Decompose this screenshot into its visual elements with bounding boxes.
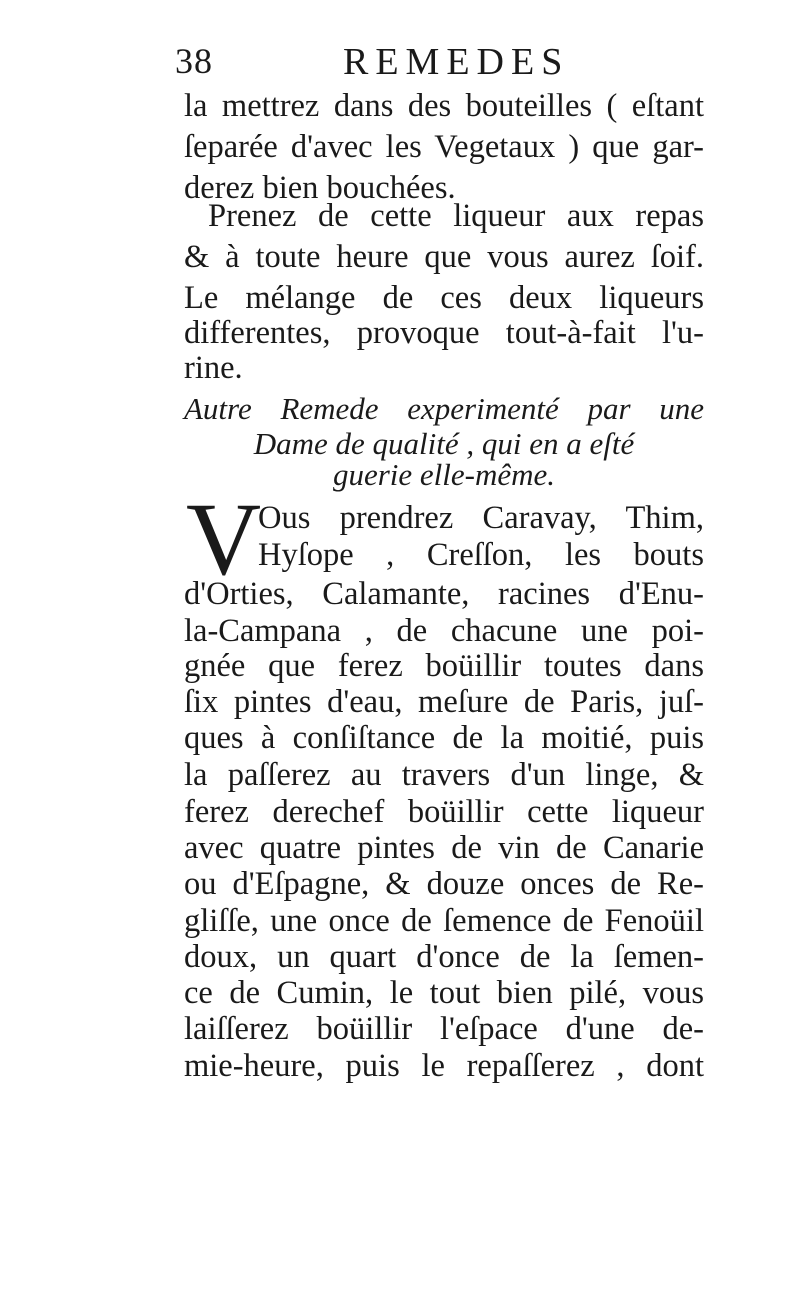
section-heading-line: Dame de qualité , qui en a eſté	[253, 426, 635, 461]
text-line: rine.	[184, 350, 243, 386]
text-line: d'Orties, Calamante, racines d'Enu-	[184, 576, 704, 612]
running-title: REMEDES	[343, 41, 570, 83]
text-line: ques à conſiſtance de la moitié, puis	[184, 720, 704, 756]
text-line: mie-heure, puis le repaſſerez , dont	[184, 1048, 704, 1084]
section-heading-line: Autre Remede experimenté par une	[184, 391, 704, 426]
text-line: doux, un quart d'once de la ſemen-	[184, 939, 704, 975]
text-line: avec quatre pintes de vin de Canarie	[184, 830, 704, 866]
text-line: Le mélange de ces deux liqueurs	[184, 280, 704, 316]
text-line: la mettrez dans des bouteilles ( eſtant	[184, 88, 704, 124]
text-line: ce de Cumin, le tout bien pilé, vous	[184, 975, 704, 1011]
text-line: gliſſe, une once de ſemence de Fenoüil	[184, 903, 704, 939]
drop-cap: V	[186, 482, 262, 597]
text-line: differentes, provoque tout-à-fait l'u-	[184, 315, 704, 351]
page-number: 38	[175, 41, 213, 81]
text-line: la-Campana , de chacune une poi-	[184, 613, 704, 649]
text-line: & à toute heure que vous aurez ſoif.	[184, 239, 704, 275]
text-line: Prenez de cette liqueur aux repas	[208, 198, 704, 234]
text-line: gnée que ferez boüillir toutes dans	[184, 648, 704, 684]
text-line: derez bien bouchées.	[184, 170, 456, 206]
text-line: laiſſerez boüillir l'eſpace d'une de-	[184, 1011, 704, 1047]
page-header	[175, 40, 715, 90]
text-line: la paſſerez au travers d'un linge, &	[184, 757, 704, 793]
text-line: ſeparée d'avec les Vegetaux ) que gar-	[184, 129, 704, 165]
text-line: Hyſope , Creſſon, les bouts	[258, 537, 704, 573]
section-heading-line: guerie elle-même.	[332, 457, 556, 492]
text-line: ſix pintes d'eau, meſure de Paris, juſ-	[184, 684, 704, 720]
text-line: ou d'Eſpagne, & douze onces de Re-	[184, 866, 704, 902]
text-line: Ous prendrez Caravay, Thim,	[258, 500, 704, 536]
text-line: ferez derechef boüillir cette liqueur	[184, 794, 704, 830]
